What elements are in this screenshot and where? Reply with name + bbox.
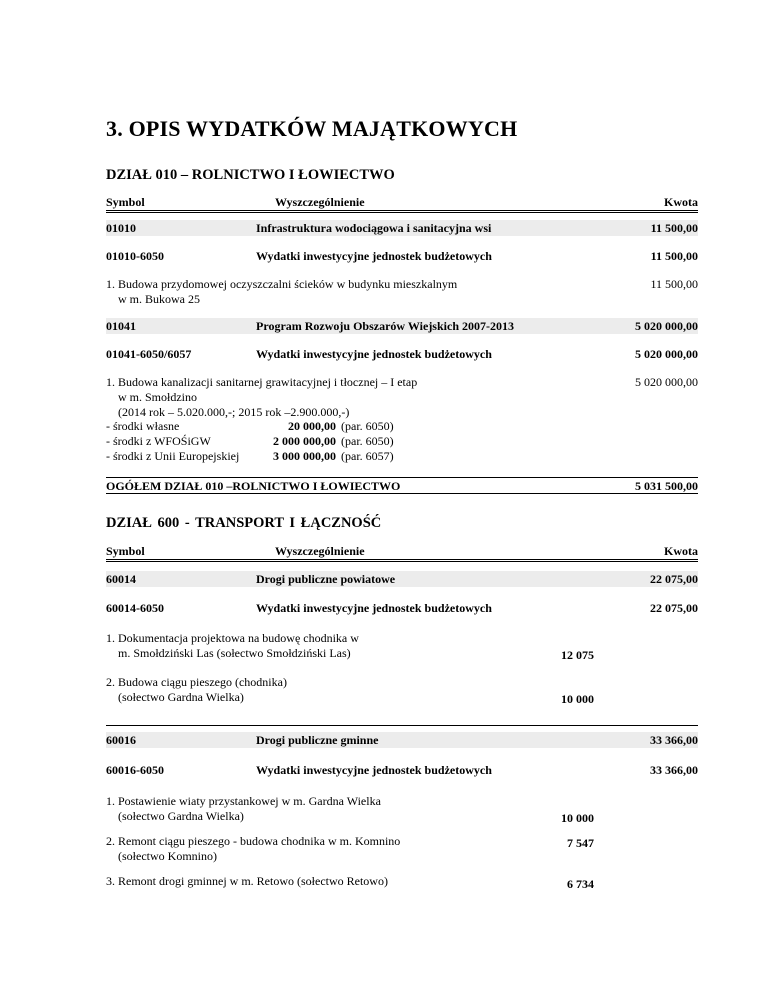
- item-line: (sołectwo Komnino): [118, 849, 217, 863]
- row-description: Drogi publiczne gminne: [256, 733, 379, 747]
- row-amount: 5 020 000,00: [635, 347, 698, 361]
- row-description: Wydatki inwestycyjne jednostek budżetowych: [256, 249, 492, 263]
- item-line: 1. Postawienie wiaty przystankowej w m. Gardna Wielka: [106, 794, 381, 808]
- column-symbol: Symbol: [106, 544, 145, 558]
- item-line: 2. Budowa ciągu pieszego (chodnika): [106, 675, 287, 689]
- item-line: m. Smołdziński Las (sołectwo Smołdziński Las): [118, 646, 351, 660]
- row-amount: 33 366,00: [650, 733, 698, 747]
- column-description: Wyszczególnienie: [275, 195, 365, 209]
- funding-value: 20 000,00: [288, 419, 336, 433]
- funding-par: (par. 6050): [341, 434, 394, 448]
- item-amount: 5 020 000,00: [635, 375, 698, 389]
- funding-label: - środki z WFOŚiGW: [106, 434, 211, 448]
- total-amount: 5 031 500,00: [635, 479, 698, 493]
- row-description: Program Rozwoju Obszarów Wiejskich 2007-2013: [256, 319, 514, 333]
- item-amount: 11 500,00: [650, 277, 698, 291]
- funding-value: 2 000 000,00: [273, 434, 336, 448]
- column-symbol: Symbol: [106, 195, 145, 209]
- section-heading-010: DZIAŁ 010 – ROLNICTWO I ŁOWIECTWO: [106, 167, 395, 183]
- column-description: Wyszczególnienie: [275, 544, 365, 558]
- total-rule-bottom: [106, 493, 698, 494]
- row-amount: 22 075,00: [650, 572, 698, 586]
- row-description: Wydatki inwestycyjne jednostek budżetowych: [256, 347, 492, 361]
- row-symbol: 60014-6050: [106, 601, 164, 615]
- row-symbol: 60016: [106, 733, 136, 747]
- row-symbol: 01010: [106, 221, 136, 235]
- separator-rule: [106, 725, 698, 726]
- item-value: 12 075: [561, 648, 594, 662]
- item-line: (sołectwo Gardna Wielka): [118, 809, 244, 823]
- page-title: 3. OPIS WYDATKÓW MAJĄTKOWYCH: [106, 116, 518, 141]
- row-symbol: 01041: [106, 319, 136, 333]
- item-line: w m. Smołdzino: [118, 390, 198, 404]
- funding-label: - środki własne: [106, 419, 180, 433]
- funding-par: (par. 6057): [341, 449, 394, 463]
- funding-par: (par. 6050): [341, 419, 394, 433]
- item-line: w m. Bukowa 25: [118, 292, 200, 306]
- funding-value: 3 000 000,00: [273, 449, 336, 463]
- total-label: OGÓŁEM DZIAŁ 010 –ROLNICTWO I ŁOWIECTWO: [106, 479, 401, 493]
- item-line: 2. Remont ciągu pieszego - budowa chodnika w m. Komnino: [106, 834, 401, 848]
- row-symbol: 60016-6050: [106, 763, 164, 777]
- header-rule: [106, 559, 698, 562]
- row-amount: 11 500,00: [650, 249, 698, 263]
- item-value: 7 547: [567, 836, 594, 850]
- row-amount: 5 020 000,00: [635, 319, 698, 333]
- item-value: 10 000: [561, 811, 594, 825]
- item-value: 10 000: [561, 692, 594, 706]
- row-symbol: 01010-6050: [106, 249, 164, 263]
- row-description: Wydatki inwestycyjne jednostek budżetowych: [256, 601, 492, 615]
- total-rule-top: [106, 477, 698, 478]
- column-amount: Kwota: [664, 195, 698, 209]
- row-description: Infrastruktura wodociągowa i sanitacyjna wsi: [256, 221, 492, 235]
- header-rule: [106, 210, 698, 213]
- item-value: 6 734: [567, 877, 594, 891]
- item-line: 1. Budowa przydomowej oczyszczalni ścieków w budynku mieszkalnym: [106, 277, 458, 291]
- section-heading-600: DZIAŁ 600 - TRANSPORT I ŁĄCZNOŚĆ: [106, 515, 382, 531]
- item-line: 1. Dokumentacja projektowa na budowę chodnika w: [106, 631, 359, 645]
- item-line: 3. Remont drogi gminnej w m. Retowo (sołectwo Retowo): [106, 874, 388, 888]
- funding-label: - środki z Unii Europejskiej: [106, 449, 240, 463]
- row-symbol: 01041-6050/6057: [106, 347, 192, 361]
- row-amount: 22 075,00: [650, 601, 698, 615]
- row-symbol: 60014: [106, 572, 136, 586]
- item-line: (sołectwo Gardna Wielka): [118, 690, 244, 704]
- column-amount: Kwota: [664, 544, 698, 558]
- row-amount: 33 366,00: [650, 763, 698, 777]
- item-line: (2014 rok – 5.020.000,-; 2015 rok –2.900.000,-): [118, 405, 350, 419]
- item-line: 1. Budowa kanalizacji sanitarnej grawitacyjnej i tłocznej – I etap: [106, 375, 418, 389]
- row-amount: 11 500,00: [650, 221, 698, 235]
- row-description: Drogi publiczne powiatowe: [256, 572, 396, 586]
- row-description: Wydatki inwestycyjne jednostek budżetowych: [256, 763, 492, 777]
